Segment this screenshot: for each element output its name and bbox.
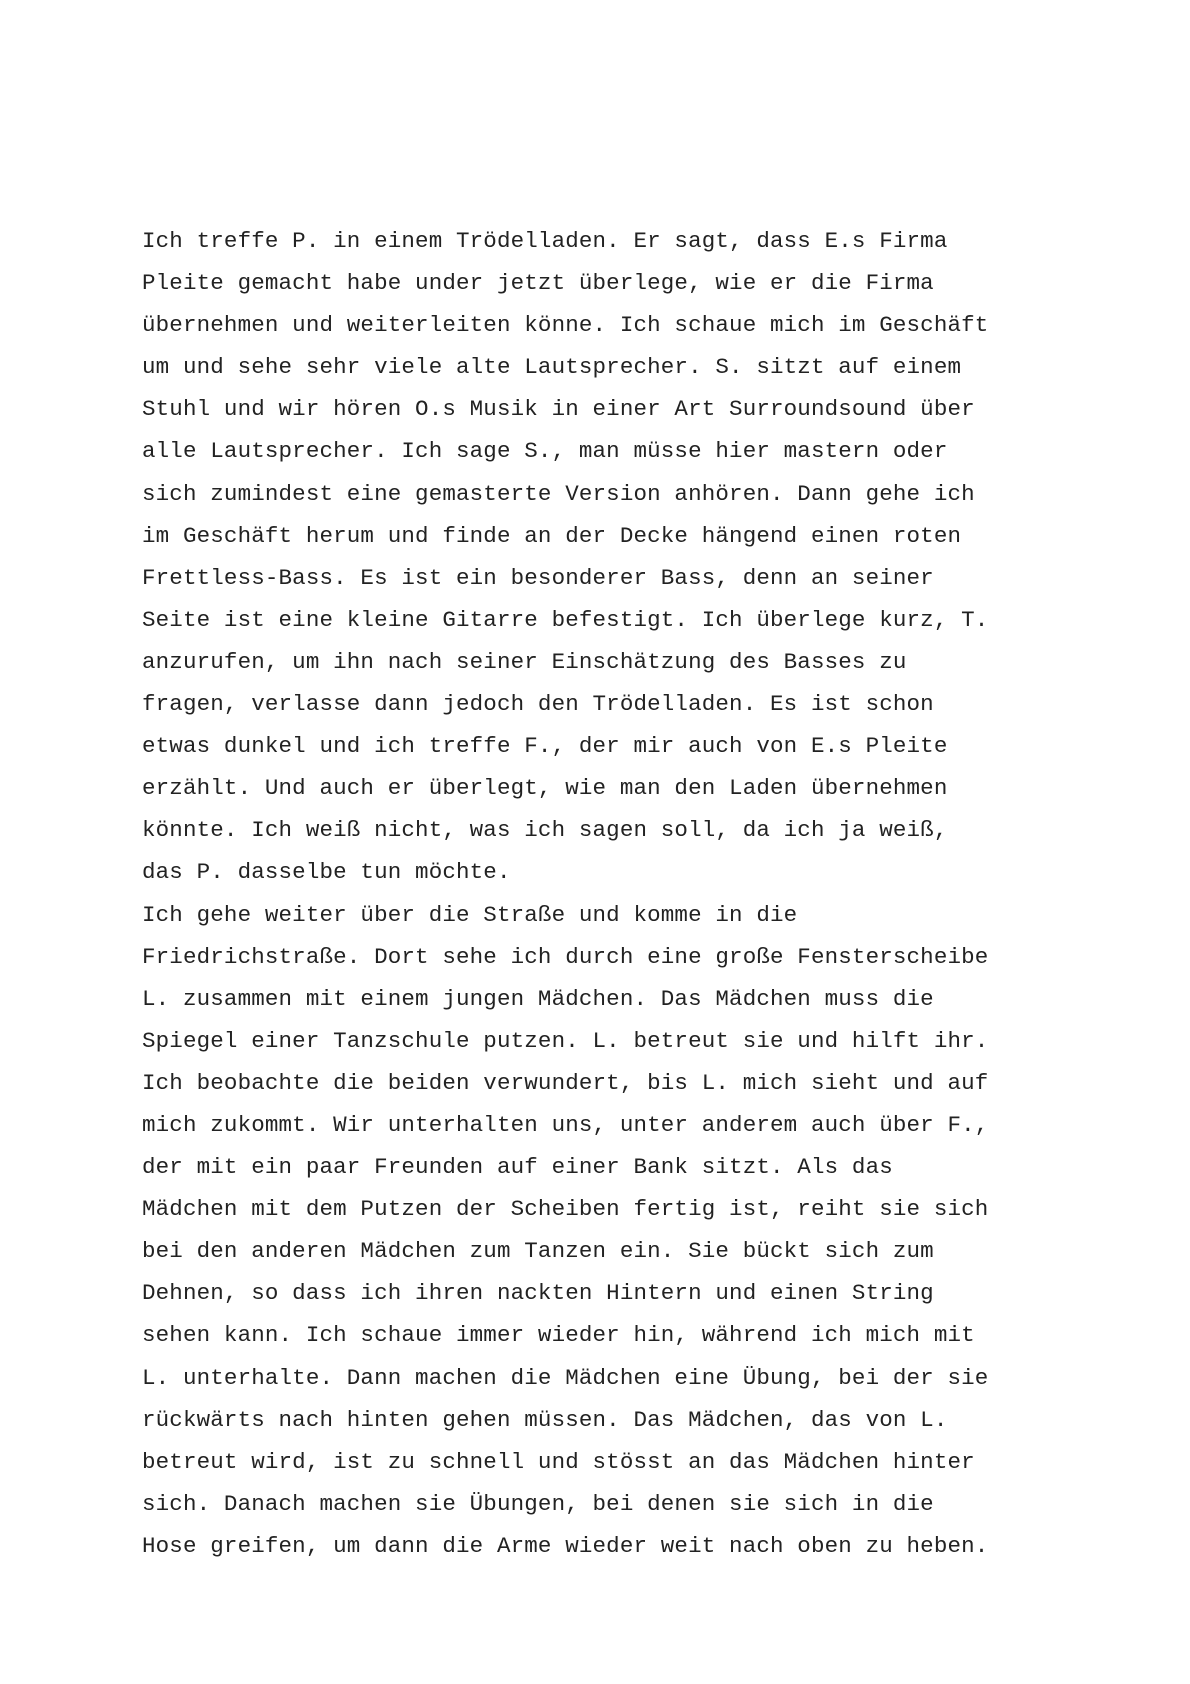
text-line: könnte. Ich weiß nicht, was ich sagen soll, da ich ja weiß,: [142, 817, 948, 844]
text-line: übernehmen und weiterleiten könne. Ich schaue mich im Geschäft: [142, 312, 989, 339]
text-line: alle Lautsprecher. Ich sage S., man müsse hier mastern oder: [142, 438, 948, 465]
text-line: fragen, verlasse dann jedoch den Trödelladen. Es ist schon: [142, 691, 934, 718]
document-body: [142, 220, 1072, 1567]
text-line: Stuhl und wir hören O.s Musik in einer Art Surroundsound über: [142, 396, 975, 423]
text-line: rückwärts nach hinten gehen müssen. Das Mädchen, das von L.: [142, 1406, 948, 1433]
text-line: Mädchen mit dem Putzen der Scheiben fertig ist, reiht sie sich: [142, 1196, 989, 1223]
text-line: anzurufen, um ihn nach seiner Einschätzung des Basses zu: [142, 648, 907, 675]
text-line: erzählt. Und auch er überlegt, wie man den Laden übernehmen: [142, 775, 948, 802]
text-line: Hose greifen, um dann die Arme wieder weit nach oben zu heben.: [142, 1532, 989, 1559]
text-line: Frettless-Bass. Es ist ein besonderer Bass, denn an seiner: [142, 564, 934, 591]
text-line: sich zumindest eine gemasterte Version anhören. Dann gehe ich: [142, 480, 975, 507]
paragraph: [142, 220, 1072, 894]
text-line: Seite ist eine kleine Gitarre befestigt. Ich überlege kurz, T.: [142, 606, 989, 633]
text-line: sich. Danach machen sie Übungen, bei denen sie sich in die: [142, 1490, 934, 1517]
text-line: das P. dasselbe tun möchte.: [142, 859, 511, 886]
paragraph: [142, 894, 1072, 1568]
text-line: bei den anderen Mädchen zum Tanzen ein. Sie bückt sich zum: [142, 1238, 934, 1265]
text-line: Dehnen, so dass ich ihren nackten Hintern und einen String: [142, 1280, 934, 1307]
text-line: im Geschäft herum und finde an der Decke hängend einen roten: [142, 522, 962, 549]
text-line: L. unterhalte. Dann machen die Mädchen eine Übung, bei der sie: [142, 1364, 989, 1391]
text-line: Ich beobachte die beiden verwundert, bis L. mich sieht und auf: [142, 1069, 989, 1096]
text-line: Ich gehe weiter über die Straße und komme in die: [142, 901, 798, 928]
text-line: Friedrichstraße. Dort sehe ich durch eine große Fensterscheibe: [142, 943, 989, 970]
text-line: der mit ein paar Freunden auf einer Bank sitzt. Als das: [142, 1154, 893, 1181]
text-line: Spiegel einer Tanzschule putzen. L. betreut sie und hilft ihr.: [142, 1027, 989, 1054]
text-line: Pleite gemacht habe under jetzt überlege, wie er die Firma: [142, 270, 934, 297]
text-line: sehen kann. Ich schaue immer wieder hin, während ich mich mit: [142, 1322, 975, 1349]
text-line: etwas dunkel und ich treffe F., der mir auch von E.s Pleite: [142, 733, 948, 760]
text-line: mich zukommt. Wir unterhalten uns, unter anderem auch über F.,: [142, 1111, 989, 1138]
text-line: L. zusammen mit einem jungen Mädchen. Das Mädchen muss die: [142, 985, 934, 1012]
text-line: Ich treffe P. in einem Trödelladen. Er sagt, dass E.s Firma: [142, 228, 948, 254]
text-line: um und sehe sehr viele alte Lautsprecher. S. sitzt auf einem: [142, 354, 962, 381]
text-line: betreut wird, ist zu schnell und stösst an das Mädchen hinter: [142, 1448, 975, 1475]
